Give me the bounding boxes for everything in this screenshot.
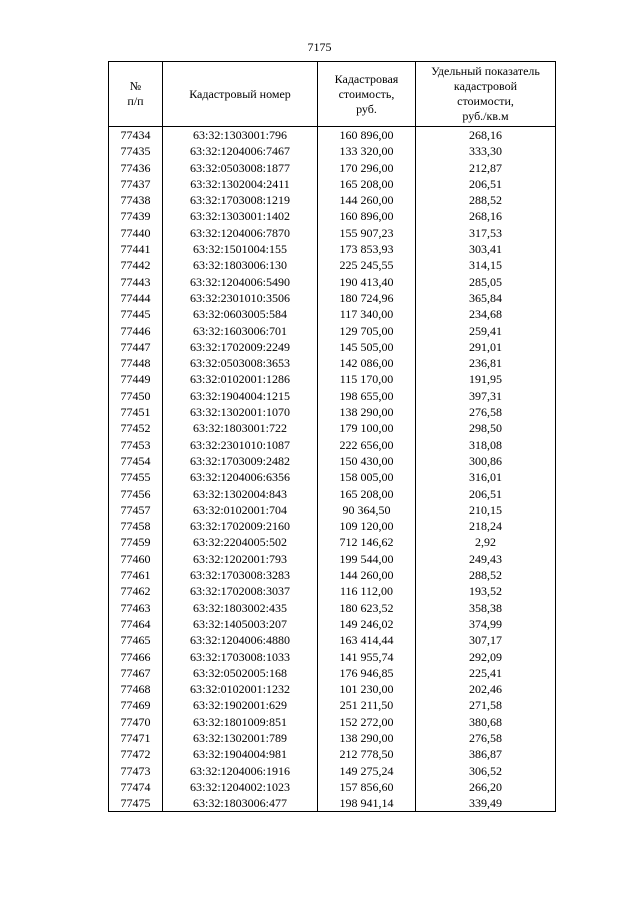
cadastral-number-cell: 63:32:0503008:1877 bbox=[163, 160, 318, 176]
specific-indicator-cell: 271,58 bbox=[416, 697, 556, 713]
cadastral-cost-cell: 150 430,00 bbox=[318, 453, 416, 469]
row-number-cell: 77439 bbox=[109, 208, 163, 224]
cadastral-number-cell: 63:32:1302004:843 bbox=[163, 486, 318, 502]
cadastral-number-cell: 63:32:1904004:1215 bbox=[163, 388, 318, 404]
specific-indicator-cell: 386,87 bbox=[416, 746, 556, 762]
specific-indicator-cell: 202,46 bbox=[416, 681, 556, 697]
table-row bbox=[109, 274, 556, 290]
cadastral-cost-cell: 149 275,24 bbox=[318, 763, 416, 779]
specific-indicator-cell: 285,05 bbox=[416, 274, 556, 290]
row-number-cell: 77468 bbox=[109, 681, 163, 697]
cadastral-cost-cell: 158 005,00 bbox=[318, 469, 416, 485]
row-number-cell: 77475 bbox=[109, 795, 163, 812]
row-number-cell: 77451 bbox=[109, 404, 163, 420]
table-row bbox=[109, 763, 556, 779]
row-number-cell: 77449 bbox=[109, 371, 163, 387]
row-number-cell: 77456 bbox=[109, 486, 163, 502]
row-number-cell: 77472 bbox=[109, 746, 163, 762]
specific-indicator-cell: 266,20 bbox=[416, 779, 556, 795]
specific-indicator-cell: 191,95 bbox=[416, 371, 556, 387]
row-number-cell: 77442 bbox=[109, 257, 163, 273]
cadastral-cost-cell: 138 290,00 bbox=[318, 730, 416, 746]
header-row-number: № п/п bbox=[109, 62, 163, 127]
cadastral-number-cell: 63:32:1803006:130 bbox=[163, 257, 318, 273]
cadastral-cost-cell: 138 290,00 bbox=[318, 404, 416, 420]
cadastral-number-cell: 63:32:1703008:1219 bbox=[163, 192, 318, 208]
specific-indicator-cell: 193,52 bbox=[416, 583, 556, 599]
row-number-cell: 77467 bbox=[109, 665, 163, 681]
table-row bbox=[109, 192, 556, 208]
row-number-cell: 77453 bbox=[109, 437, 163, 453]
row-number-cell: 77462 bbox=[109, 583, 163, 599]
table-row bbox=[109, 257, 556, 273]
specific-indicator-cell: 288,52 bbox=[416, 567, 556, 583]
row-number-cell: 77466 bbox=[109, 649, 163, 665]
header-specific-indicator: Удельный показатель кадастровой стоимости, руб./кв.м bbox=[416, 62, 556, 127]
specific-indicator-cell: 291,01 bbox=[416, 339, 556, 355]
specific-indicator-cell: 374,99 bbox=[416, 616, 556, 632]
specific-indicator-cell: 397,31 bbox=[416, 388, 556, 404]
specific-indicator-cell: 210,15 bbox=[416, 502, 556, 518]
cadastral-cost-cell: 129 705,00 bbox=[318, 323, 416, 339]
cadastral-number-cell: 63:32:1904004:981 bbox=[163, 746, 318, 762]
cadastral-value-table bbox=[108, 61, 556, 812]
row-number-cell: 77469 bbox=[109, 697, 163, 713]
row-number-cell: 77458 bbox=[109, 518, 163, 534]
table-header-row bbox=[109, 62, 556, 127]
specific-indicator-cell: 276,58 bbox=[416, 404, 556, 420]
table-row bbox=[109, 143, 556, 159]
cadastral-number-cell: 63:32:1703008:3283 bbox=[163, 567, 318, 583]
cadastral-number-cell: 63:32:1302001:789 bbox=[163, 730, 318, 746]
specific-indicator-cell: 292,09 bbox=[416, 649, 556, 665]
row-number-cell: 77447 bbox=[109, 339, 163, 355]
specific-indicator-cell: 380,68 bbox=[416, 714, 556, 730]
table-row bbox=[109, 323, 556, 339]
cadastral-number-cell: 63:32:1803001:722 bbox=[163, 420, 318, 436]
specific-indicator-cell: 307,17 bbox=[416, 632, 556, 648]
specific-indicator-cell: 333,30 bbox=[416, 143, 556, 159]
table-row bbox=[109, 290, 556, 306]
cadastral-number-cell: 63:32:1204006:7467 bbox=[163, 143, 318, 159]
cadastral-cost-cell: 163 414,44 bbox=[318, 632, 416, 648]
row-number-cell: 77435 bbox=[109, 143, 163, 159]
cadastral-number-cell: 63:32:1702009:2249 bbox=[163, 339, 318, 355]
table-row bbox=[109, 127, 556, 144]
cadastral-number-cell: 63:32:1702008:3037 bbox=[163, 583, 318, 599]
cadastral-cost-cell: 155 907,23 bbox=[318, 225, 416, 241]
table-row bbox=[109, 241, 556, 257]
table-row bbox=[109, 730, 556, 746]
row-number-cell: 77473 bbox=[109, 763, 163, 779]
table-row bbox=[109, 534, 556, 550]
table-row bbox=[109, 371, 556, 387]
cadastral-number-cell: 63:32:1603006:701 bbox=[163, 323, 318, 339]
row-number-cell: 77440 bbox=[109, 225, 163, 241]
cadastral-cost-cell: 90 364,50 bbox=[318, 502, 416, 518]
table-row bbox=[109, 649, 556, 665]
table-row bbox=[109, 420, 556, 436]
page-number: 7175 bbox=[307, 40, 332, 54]
specific-indicator-cell: 288,52 bbox=[416, 192, 556, 208]
specific-indicator-cell: 276,58 bbox=[416, 730, 556, 746]
cadastral-number-cell: 63:32:1302004:2411 bbox=[163, 176, 318, 192]
table-body bbox=[109, 127, 556, 812]
cadastral-number-cell: 63:32:1803006:477 bbox=[163, 795, 318, 812]
table-row bbox=[109, 502, 556, 518]
cadastral-number-cell: 63:32:1202001:793 bbox=[163, 551, 318, 567]
cadastral-cost-cell: 144 260,00 bbox=[318, 192, 416, 208]
row-number-cell: 77455 bbox=[109, 469, 163, 485]
specific-indicator-cell: 365,84 bbox=[416, 290, 556, 306]
specific-indicator-cell: 259,41 bbox=[416, 323, 556, 339]
specific-indicator-cell: 236,81 bbox=[416, 355, 556, 371]
cadastral-number-cell: 63:32:2301010:1087 bbox=[163, 437, 318, 453]
row-number-cell: 77443 bbox=[109, 274, 163, 290]
row-number-cell: 77434 bbox=[109, 127, 163, 144]
specific-indicator-cell: 2,92 bbox=[416, 534, 556, 550]
cadastral-number-cell: 63:32:0102001:704 bbox=[163, 502, 318, 518]
cadastral-cost-cell: 251 211,50 bbox=[318, 697, 416, 713]
specific-indicator-cell: 314,15 bbox=[416, 257, 556, 273]
table-row bbox=[109, 176, 556, 192]
cadastral-number-cell: 63:32:1702009:2160 bbox=[163, 518, 318, 534]
row-number-cell: 77436 bbox=[109, 160, 163, 176]
cadastral-cost-cell: 145 505,00 bbox=[318, 339, 416, 355]
specific-indicator-cell: 316,01 bbox=[416, 469, 556, 485]
table-row bbox=[109, 551, 556, 567]
table-row bbox=[109, 600, 556, 616]
table-row bbox=[109, 632, 556, 648]
row-number-cell: 77448 bbox=[109, 355, 163, 371]
cadastral-number-cell: 63:32:1703009:2482 bbox=[163, 453, 318, 469]
cadastral-cost-cell: 165 208,00 bbox=[318, 176, 416, 192]
row-number-cell: 77454 bbox=[109, 453, 163, 469]
table-row bbox=[109, 779, 556, 795]
specific-indicator-cell: 300,86 bbox=[416, 453, 556, 469]
cadastral-number-cell: 63:32:0503008:3653 bbox=[163, 355, 318, 371]
cadastral-number-cell: 63:32:2301010:3506 bbox=[163, 290, 318, 306]
cadastral-cost-cell: 212 778,50 bbox=[318, 746, 416, 762]
cadastral-cost-cell: 222 656,00 bbox=[318, 437, 416, 453]
table-row bbox=[109, 795, 556, 812]
specific-indicator-cell: 212,87 bbox=[416, 160, 556, 176]
cadastral-cost-cell: 176 946,85 bbox=[318, 665, 416, 681]
cadastral-number-cell: 63:32:0102001:1286 bbox=[163, 371, 318, 387]
cadastral-cost-cell: 115 170,00 bbox=[318, 371, 416, 387]
cadastral-number-cell: 63:32:1902001:629 bbox=[163, 697, 318, 713]
row-number-cell: 77463 bbox=[109, 600, 163, 616]
table-row bbox=[109, 665, 556, 681]
table-row bbox=[109, 306, 556, 322]
table-row bbox=[109, 681, 556, 697]
table-row bbox=[109, 388, 556, 404]
row-number-cell: 77452 bbox=[109, 420, 163, 436]
header-cadastral-number: Кадастровый номер bbox=[163, 62, 318, 127]
cadastral-number-cell: 63:32:1303001:796 bbox=[163, 127, 318, 144]
cadastral-number-cell: 63:32:1501004:155 bbox=[163, 241, 318, 257]
row-number-cell: 77444 bbox=[109, 290, 163, 306]
row-number-cell: 77450 bbox=[109, 388, 163, 404]
row-number-cell: 77474 bbox=[109, 779, 163, 795]
cadastral-number-cell: 63:32:1204006:5490 bbox=[163, 274, 318, 290]
cadastral-cost-cell: 180 623,52 bbox=[318, 600, 416, 616]
cadastral-cost-cell: 144 260,00 bbox=[318, 567, 416, 583]
specific-indicator-cell: 339,49 bbox=[416, 795, 556, 812]
row-number-cell: 77459 bbox=[109, 534, 163, 550]
specific-indicator-cell: 303,41 bbox=[416, 241, 556, 257]
cadastral-cost-cell: 180 724,96 bbox=[318, 290, 416, 306]
cadastral-cost-cell: 170 296,00 bbox=[318, 160, 416, 176]
specific-indicator-cell: 318,08 bbox=[416, 437, 556, 453]
specific-indicator-cell: 268,16 bbox=[416, 208, 556, 224]
cadastral-cost-cell: 117 340,00 bbox=[318, 306, 416, 322]
specific-indicator-cell: 218,24 bbox=[416, 518, 556, 534]
row-number-cell: 77457 bbox=[109, 502, 163, 518]
header-cadastral-cost: Кадастровая стоимость, руб. bbox=[318, 62, 416, 127]
table-row bbox=[109, 160, 556, 176]
specific-indicator-cell: 317,53 bbox=[416, 225, 556, 241]
table-row bbox=[109, 355, 556, 371]
cadastral-cost-cell: 179 100,00 bbox=[318, 420, 416, 436]
cadastral-number-cell: 63:32:1703008:1033 bbox=[163, 649, 318, 665]
cadastral-number-cell: 63:32:1405003:207 bbox=[163, 616, 318, 632]
cadastral-cost-cell: 190 413,40 bbox=[318, 274, 416, 290]
table-row bbox=[109, 486, 556, 502]
row-number-cell: 77460 bbox=[109, 551, 163, 567]
cadastral-cost-cell: 152 272,00 bbox=[318, 714, 416, 730]
row-number-cell: 77441 bbox=[109, 241, 163, 257]
cadastral-number-cell: 63:32:1204006:6356 bbox=[163, 469, 318, 485]
specific-indicator-cell: 268,16 bbox=[416, 127, 556, 144]
table-row bbox=[109, 404, 556, 420]
cadastral-cost-cell: 160 896,00 bbox=[318, 127, 416, 144]
specific-indicator-cell: 234,68 bbox=[416, 306, 556, 322]
cadastral-cost-cell: 712 146,62 bbox=[318, 534, 416, 550]
table-row bbox=[109, 583, 556, 599]
cadastral-cost-cell: 141 955,74 bbox=[318, 649, 416, 665]
table-row bbox=[109, 518, 556, 534]
cadastral-cost-cell: 101 230,00 bbox=[318, 681, 416, 697]
table-row bbox=[109, 567, 556, 583]
table-row bbox=[109, 339, 556, 355]
cadastral-cost-cell: 160 896,00 bbox=[318, 208, 416, 224]
row-number-cell: 77445 bbox=[109, 306, 163, 322]
specific-indicator-cell: 206,51 bbox=[416, 176, 556, 192]
specific-indicator-cell: 358,38 bbox=[416, 600, 556, 616]
cadastral-number-cell: 63:32:1801009:851 bbox=[163, 714, 318, 730]
cadastral-cost-cell: 225 245,55 bbox=[318, 257, 416, 273]
table-row bbox=[109, 697, 556, 713]
table-row bbox=[109, 437, 556, 453]
table-row bbox=[109, 616, 556, 632]
cadastral-cost-cell: 157 856,60 bbox=[318, 779, 416, 795]
cadastral-number-cell: 63:32:1803002:435 bbox=[163, 600, 318, 616]
cadastral-cost-cell: 142 086,00 bbox=[318, 355, 416, 371]
table-row bbox=[109, 225, 556, 241]
cadastral-number-cell: 63:32:1204006:1916 bbox=[163, 763, 318, 779]
table-row bbox=[109, 453, 556, 469]
row-number-cell: 77446 bbox=[109, 323, 163, 339]
row-number-cell: 77438 bbox=[109, 192, 163, 208]
specific-indicator-cell: 225,41 bbox=[416, 665, 556, 681]
table-row bbox=[109, 714, 556, 730]
cadastral-cost-cell: 199 544,00 bbox=[318, 551, 416, 567]
table-row bbox=[109, 469, 556, 485]
cadastral-number-cell: 63:32:1303001:1402 bbox=[163, 208, 318, 224]
cadastral-cost-cell: 198 941,14 bbox=[318, 795, 416, 812]
table-row bbox=[109, 208, 556, 224]
table-row bbox=[109, 746, 556, 762]
specific-indicator-cell: 306,52 bbox=[416, 763, 556, 779]
cadastral-number-cell: 63:32:0603005:584 bbox=[163, 306, 318, 322]
row-number-cell: 77465 bbox=[109, 632, 163, 648]
cadastral-number-cell: 63:32:0102001:1232 bbox=[163, 681, 318, 697]
cadastral-cost-cell: 109 120,00 bbox=[318, 518, 416, 534]
cadastral-cost-cell: 165 208,00 bbox=[318, 486, 416, 502]
row-number-cell: 77461 bbox=[109, 567, 163, 583]
cadastral-cost-cell: 149 246,02 bbox=[318, 616, 416, 632]
row-number-cell: 77464 bbox=[109, 616, 163, 632]
specific-indicator-cell: 206,51 bbox=[416, 486, 556, 502]
cadastral-cost-cell: 173 853,93 bbox=[318, 241, 416, 257]
cadastral-number-cell: 63:32:1204006:4880 bbox=[163, 632, 318, 648]
specific-indicator-cell: 298,50 bbox=[416, 420, 556, 436]
cadastral-number-cell: 63:32:1204002:1023 bbox=[163, 779, 318, 795]
cadastral-cost-cell: 133 320,00 bbox=[318, 143, 416, 159]
specific-indicator-cell: 249,43 bbox=[416, 551, 556, 567]
row-number-cell: 77437 bbox=[109, 176, 163, 192]
cadastral-number-cell: 63:32:1204006:7870 bbox=[163, 225, 318, 241]
cadastral-cost-cell: 116 112,00 bbox=[318, 583, 416, 599]
cadastral-cost-cell: 198 655,00 bbox=[318, 388, 416, 404]
cadastral-number-cell: 63:32:2204005:502 bbox=[163, 534, 318, 550]
row-number-cell: 77471 bbox=[109, 730, 163, 746]
cadastral-number-cell: 63:32:0502005:168 bbox=[163, 665, 318, 681]
cadastral-number-cell: 63:32:1302001:1070 bbox=[163, 404, 318, 420]
row-number-cell: 77470 bbox=[109, 714, 163, 730]
